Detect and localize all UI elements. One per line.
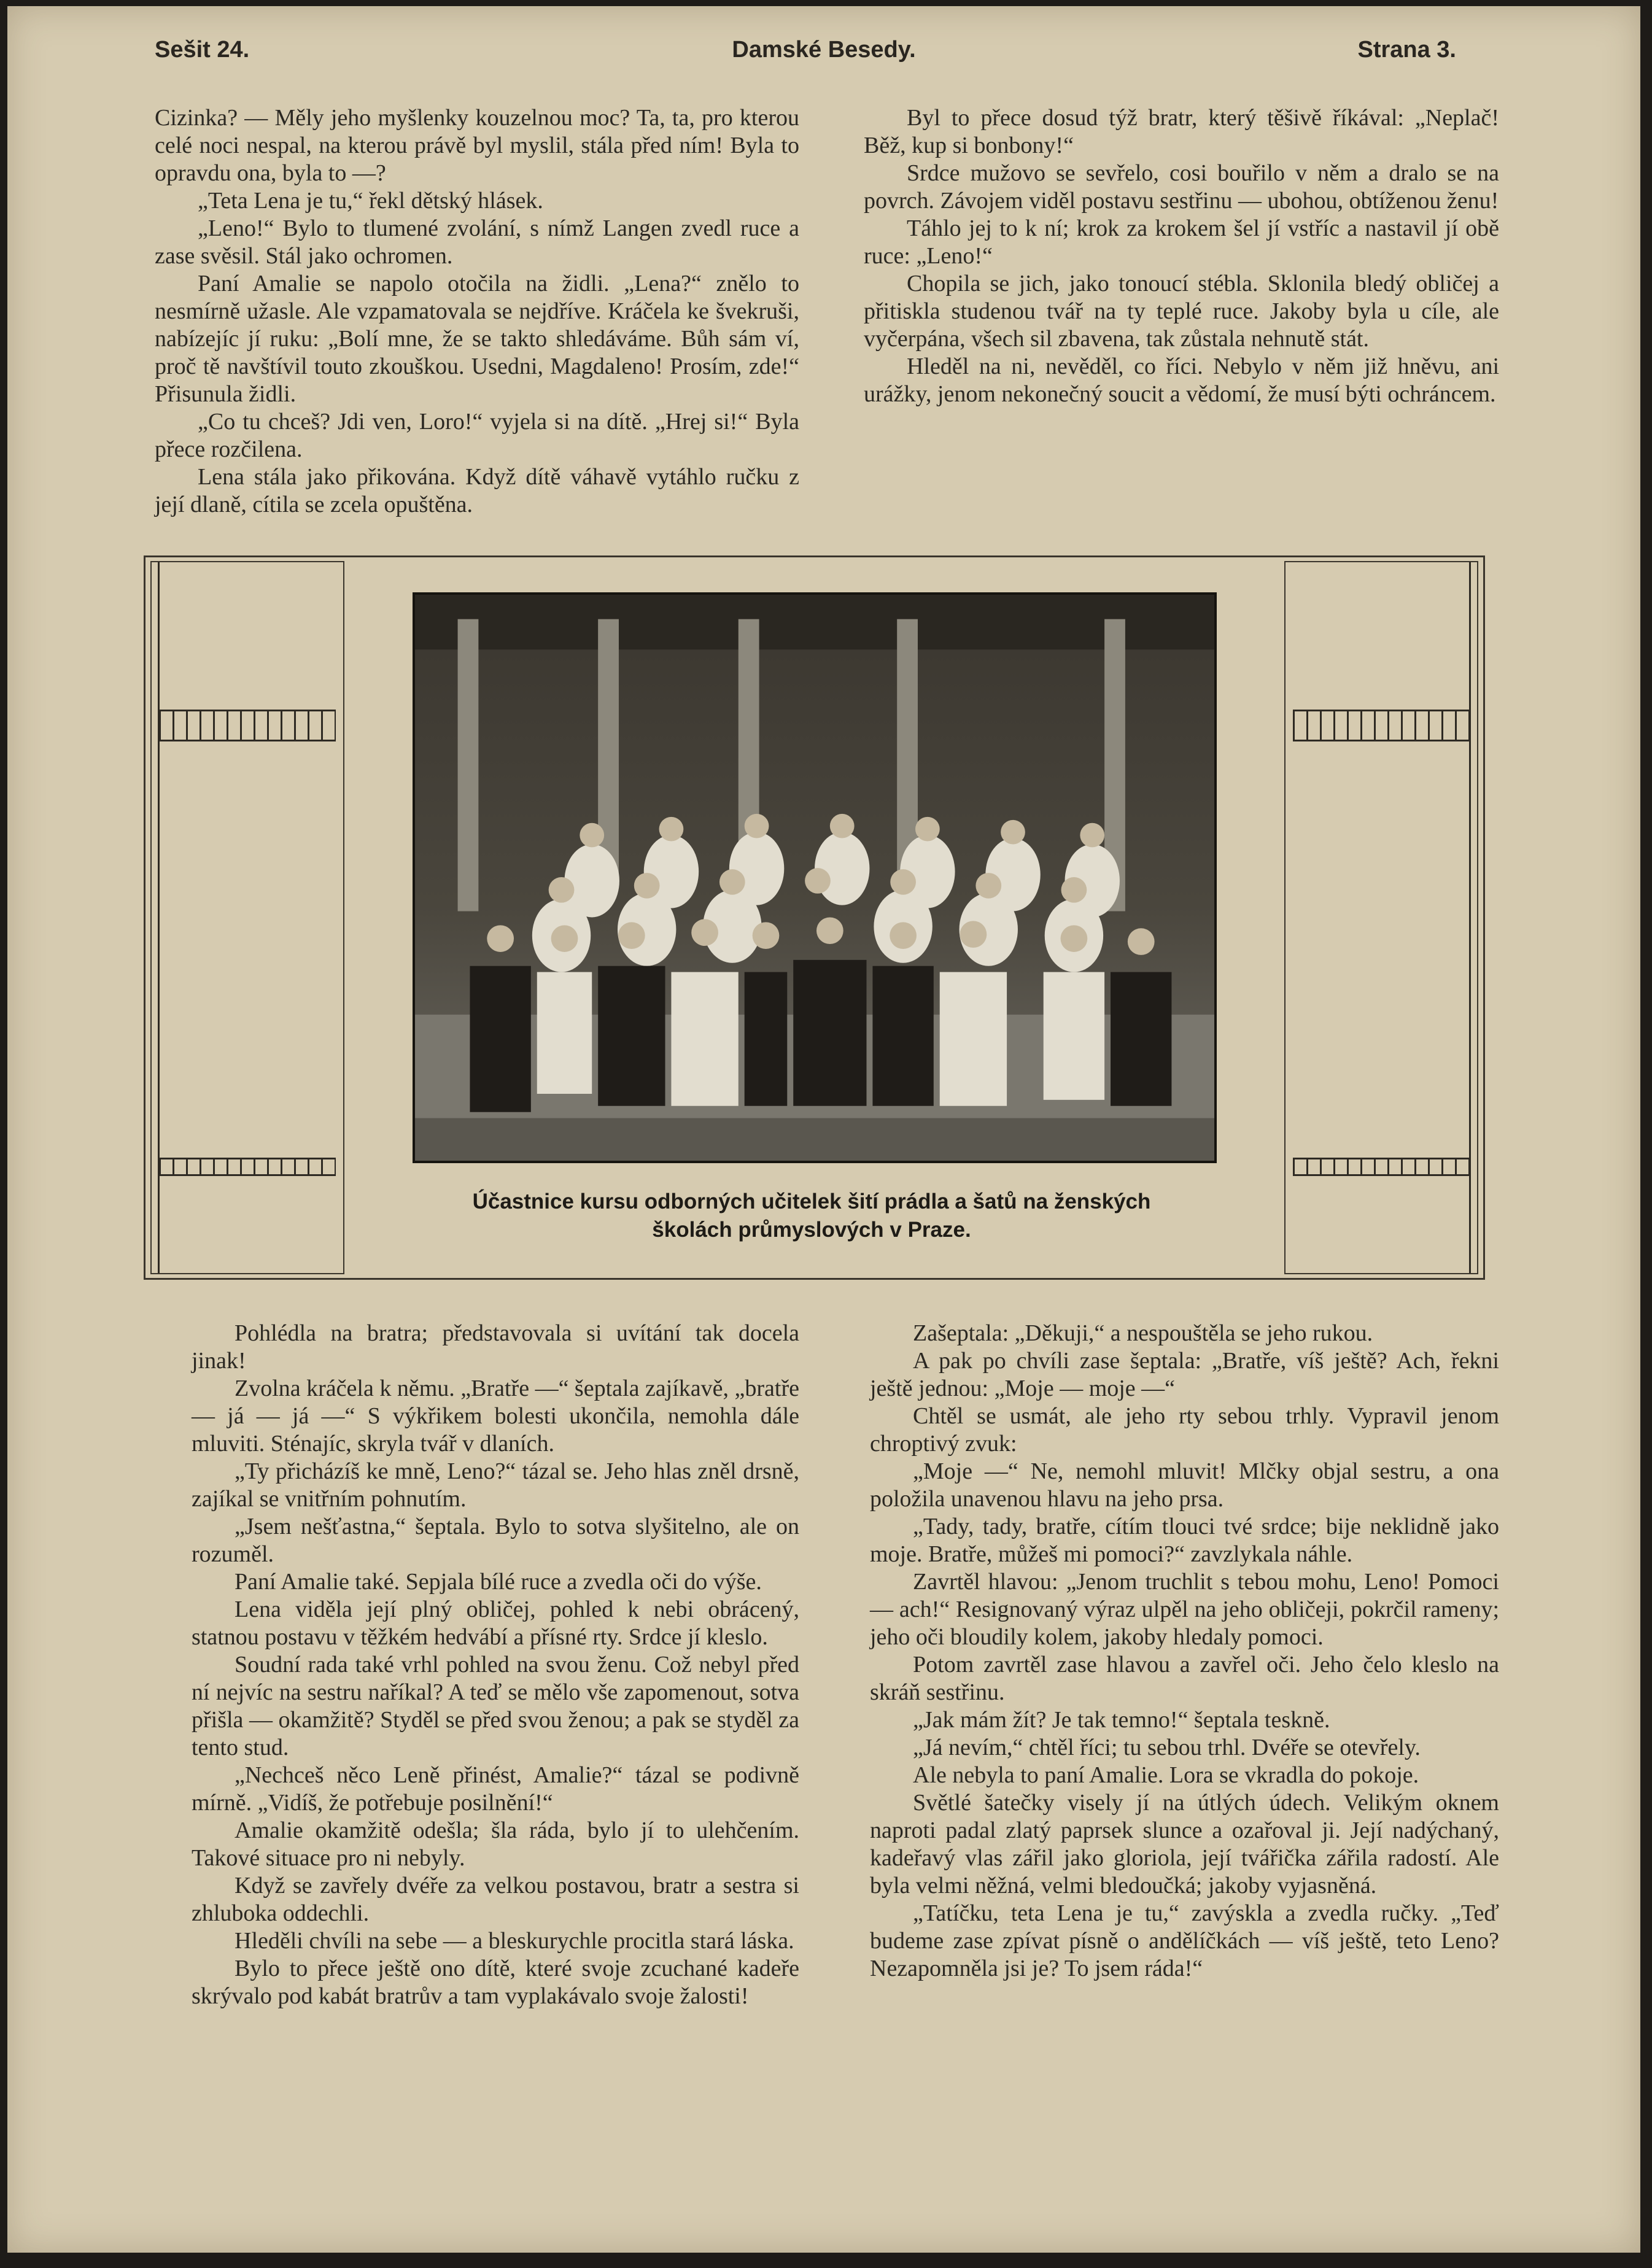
paragraph: Chtěl se usmát, ale jeho rty sebou trhly. Vypravil jenom chroptivý zvuk: xyxy=(870,1403,1499,1457)
paragraph: Cizinka? — Měly jeho myšlenky kouzelnou moc? Ta, ta, pro kterou celé noci nespal, na kterou právě byl myslil, stála před ním! Byla to opravdu ona, byla to —? xyxy=(155,105,799,186)
paragraph: „Co tu chceš? Jdi ven, Loro!“ vyjela si na dítě. „Hrej si!“ Byla přece rozčilena. xyxy=(155,409,799,462)
group-photo-illustration xyxy=(415,595,1214,1161)
paragraph: „Moje —“ Ne, nemohl mluvit! Mlčky objal sestru, a ona položila unavenou hlavu na jeho prsa. xyxy=(870,1458,1499,1512)
paragraph: Když se zavřely dvéře za velkou postavou, bratr a sestra si zhluboka oddechli. xyxy=(192,1873,799,1926)
paragraph: „Jsem nešťastna,“ šeptala. Bylo to sotva slyšitelno, ale on rozuměl. xyxy=(192,1514,799,1567)
photo-caption xyxy=(351,1188,1272,1244)
paragraph: Hleděli chvíli na sebe — a bleskurychle procitla stará láska. xyxy=(235,1928,794,1954)
ornament-panel-left xyxy=(150,561,344,1274)
ornament-band xyxy=(1293,1158,1470,1176)
paragraph: Lena viděla její plný obličej, pohled k nebi obrácený, statnou postavu v těžkém hedvábí a přísné rty. Srdce jí kleslo. xyxy=(192,1597,799,1650)
paragraph: Soudní rada také vrhl pohled na svou ženu. Což nebyl před ní nejvíc na sestru naříkal? A teď se mělo vše zapomenout, sotva přišla — okamžitě? Styděl se před svou ženou; a pak se styděl za tento stud. xyxy=(192,1652,799,1760)
column-bottom-right xyxy=(870,1320,1499,1983)
paragraph: Zvolna kráčela k němu. „Bratře —“ šeptala zajíkavě, „bratře — já — já —“ S výkřikem bolesti ukončila, nemohla dále mluviti. Sténajíc, skryla tvář v dlaních. xyxy=(192,1376,799,1457)
paragraph: Zavrtěl hlavou: „Jenom truchlit s tebou mohu, Leno! Pomoci — ach!“ Resignovaný výraz ulpěl na jeho obličeji, pokrčil rameny; jeho oči bloudily kolem, jakoby hledaly pomoci. xyxy=(870,1569,1499,1650)
paragraph: Hleděl na ni, nevěděl, co říci. Nebylo v něm již hněvu, ani urážky, jenom nekonečný soucit a vědomí, že musí býti ochráncem. xyxy=(864,354,1499,407)
caption-line: školách průmyslových v Praze. xyxy=(652,1218,971,1242)
issue-number: Sešit 24. xyxy=(155,37,250,63)
paragraph: „Já nevím,“ chtěl říci; tu sebou trhl. Dvéře se otevřely. xyxy=(913,1735,1421,1760)
caption-line: Účastnice kursu odborných učitelek šití prádla a šatů na ženských xyxy=(472,1190,1151,1213)
paragraph: Táhlo jej to k ní; krok za krokem šel jí vstříc a nastavil jí obě ruce: „Leno!“ xyxy=(864,215,1499,269)
paragraph: Paní Amalie se napolo otočila na židli. „Lena?“ znělo to nesmírně užasle. Ale vzpamatovala se nejdříve. Kráčela ke švekruši, nabízejíc jí ruku: „Bolí mne, že se takto shledáváme. Bůh sám ví, proč tě navštívil touto zkouškou. Usedni, Magdaleno! Prosím, zde!“ Přisunula židli. xyxy=(155,271,799,407)
paragraph: Paní Amalie také. Sepjala bílé ruce a zvedla oči do výše. xyxy=(235,1569,762,1595)
paragraph: „Nechceš něco Leně přinést, Amalie?“ tázal se podivně mírně. „Vidíš, že potřebuje posilnění!“ xyxy=(192,1762,799,1816)
paragraph: Srdce mužovo se sevřelo, cosi bouřilo v něm a dralo se na povrch. Závojem viděl postavu sestřinu — ubohou, obtíženou ženu! xyxy=(864,160,1499,214)
paragraph: Potom zavrtěl zase hlavou a zavřel oči. Jeho čelo kleslo na skráň sestřinu. xyxy=(870,1652,1499,1705)
column-bottom-left xyxy=(192,1320,799,2010)
ornament-panel-right xyxy=(1284,561,1478,1274)
paragraph: „Tady, tady, bratře, cítím tlouci tvé srdce; bije neklidně jako moje. Bratře, můžeš mi pomoci?“ zavzlykala náhle. xyxy=(870,1514,1499,1567)
page-number: Strana 3. xyxy=(1357,37,1456,63)
paragraph: Bylo to přece ještě ono dítě, které svoje zcuchané kadeře skrývalo pod kabát bratrův a tam vyplakávalo svoje žalosti! xyxy=(192,1956,799,2009)
group-photo xyxy=(413,592,1217,1163)
paragraph: „Ty přicházíš ke mně, Leno?“ tázal se. Jeho hlas zněl drsně, zajíkal se vnitřním pohnutím. xyxy=(192,1458,799,1512)
magazine-page xyxy=(7,6,1640,2253)
paragraph: Amalie okamžitě odešla; šla ráda, bylo jí to ulehčením. Takové situace pro ni nebyly. xyxy=(192,1817,799,1871)
ornament-band xyxy=(1293,710,1470,741)
ornament-band xyxy=(159,710,336,741)
paragraph: Byl to přece dosud týž bratr, který těšivě říkával: „Neplač! Běž, kup si bonbony!“ xyxy=(864,105,1499,158)
column-top-right xyxy=(864,104,1499,408)
ornament-band xyxy=(159,1158,336,1176)
paragraph: „Jak mám žít? Je tak temno!“ šeptala teskně. xyxy=(913,1707,1330,1733)
paragraph: Ale nebyla to paní Amalie. Lora se vkradla do pokoje. xyxy=(913,1762,1419,1788)
paragraph: „Teta Lena je tu,“ řekl dětský hlásek. xyxy=(198,188,543,214)
paragraph: A pak po chvíli zase šeptala: „Bratře, víš ještě? Ach, řekni ještě jednou: „Moje — moje —“ xyxy=(870,1348,1499,1401)
paragraph: Lena stála jako přikována. Když dítě váhavě vytáhlo ručku z její dlaně, cítila se zcela opuštěna. xyxy=(155,464,799,517)
paragraph: „Tatíčku, teta Lena je tu,“ zavýskla a zvedla ručky. „Teď budeme zase zpívat písně o andělíčkách — víš ještě, teto Leno? Nezapomněla jsi je? To jsem ráda!“ xyxy=(870,1900,1499,1981)
column-top-left xyxy=(155,104,799,519)
paragraph: Zašeptala: „Děkuji,“ a nespouštěla se jeho rukou. xyxy=(913,1320,1373,1346)
magazine-title: Damské Besedy. xyxy=(732,37,916,63)
paragraph: Pohlédla na bratra; představovala si uvítání tak docela jinak! xyxy=(192,1320,799,1374)
paragraph: „Leno!“ Bylo to tlumené zvolání, s nímž Langen zvedl ruce a zase svěsil. Stál jako ochromen. xyxy=(155,215,799,269)
paragraph: Světlé šatečky visely jí na útlých údech. Velikým oknem naproti padal zlatý paprsek slunce a ozařoval ji. Její nadýchaný, kadeřavý vlas zářil jako gloriola, její tvářička zářila radostí. Ale byla velmi něžná, velmi bledoučká; jakoby vyjasněná. xyxy=(870,1790,1499,1898)
paragraph: Chopila se jich, jako tonoucí stébla. Sklonila bledý obličej a přitiskla studenou tvář na ty teplé ruce. Jakoby byla u cíle, ale vyčerpána, všech sil zbavena, tak zůstala nehnutě stát. xyxy=(864,271,1499,352)
